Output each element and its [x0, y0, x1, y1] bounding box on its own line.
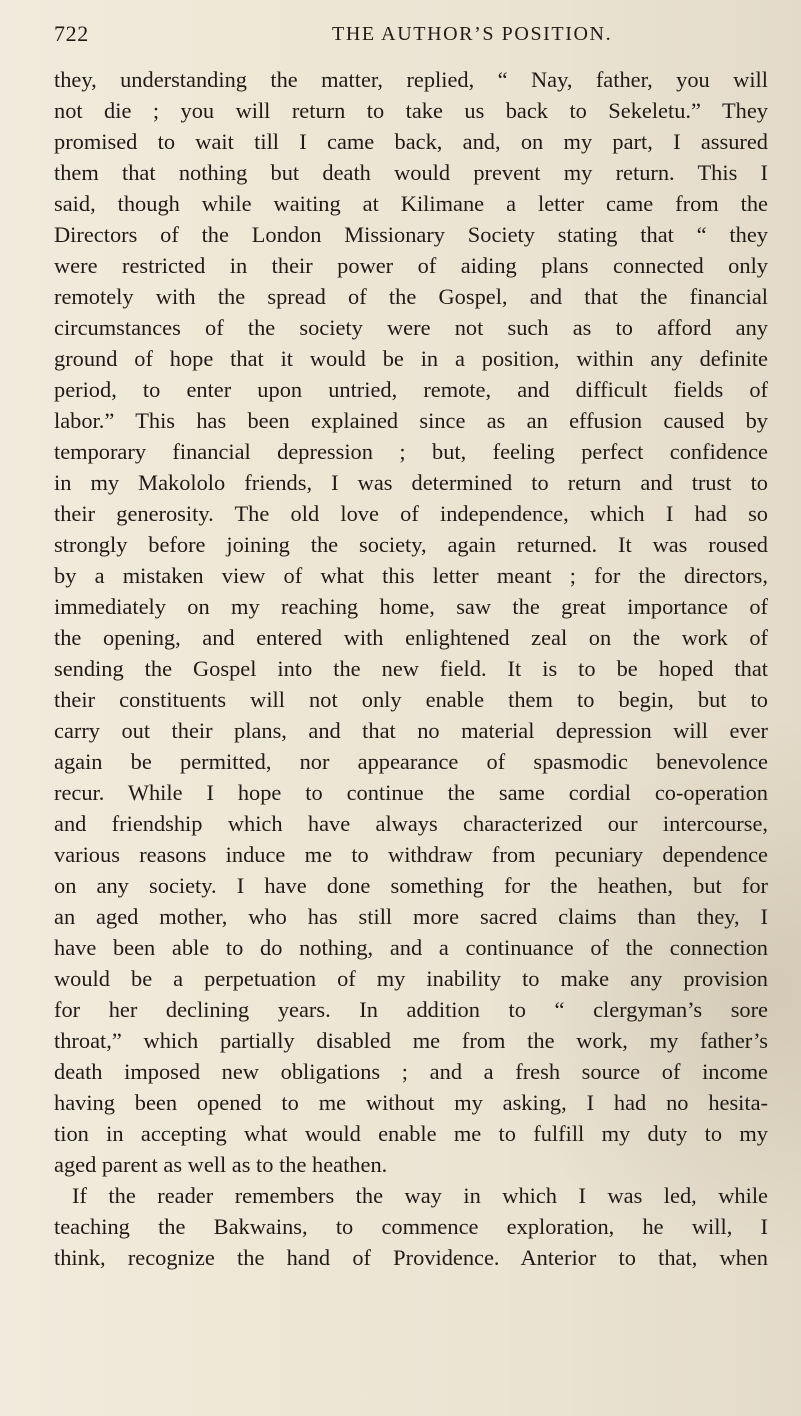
text-line: recur. While I hope to continue the same cordial co-operation [54, 780, 768, 805]
text-line: throat,” which partially disabled me from the work, my father’s [54, 1028, 768, 1053]
text-line: would be a perpetuation of my inability to make any provision [54, 966, 768, 991]
text-line: said, though while waiting at Kilimane a letter came from the [54, 191, 768, 216]
text-line: remotely with the spread of the Gospel, and that the financial [54, 284, 768, 309]
text-line: carry out their plans, and that no material depression will ever [54, 718, 768, 743]
text-line: circumstances of the society were not such as to afford any [54, 315, 768, 340]
text-line: temporary financial depression ; but, feeling perfect confidence [54, 439, 768, 464]
text-line: tion in accepting what would enable me to fulfill my duty to my [54, 1121, 768, 1146]
text-line: various reasons induce me to withdraw from pecuniary dependence [54, 842, 768, 867]
text-line: think, recognize the hand of Providence. Anterior to that, when [54, 1245, 768, 1270]
text-line: they, understanding the matter, replied, “ Nay, father, you will [54, 67, 768, 92]
text-line: If the reader remembers the way in which I was led, while [72, 1183, 768, 1208]
text-line: teaching the Bakwains, to commence exploration, he will, I [54, 1214, 768, 1239]
text-line: in my Makololo friends, I was determined to return and trust to [54, 470, 768, 495]
text-line: sending the Gospel into the new field. It is to be hoped that [54, 656, 768, 681]
text-line: their generosity. The old love of independence, which I had so [54, 501, 768, 526]
text-line: for her declining years. In addition to “ clergyman’s sore [54, 997, 768, 1022]
running-title: THE AUTHOR’S POSITION. [332, 23, 613, 45]
text-line: an aged mother, who has still more sacred claims than they, I [54, 904, 768, 929]
body-text [54, 64, 768, 1273]
text-line: aged parent as well as to the heathen. [54, 1152, 388, 1177]
text-line: by a mistaken view of what this letter meant ; for the directors, [54, 563, 768, 588]
text-line: immediately on my reaching home, saw the great importance of [54, 594, 768, 619]
page-number: 722 [54, 21, 89, 46]
text-line: death imposed new obligations ; and a fresh source of income [54, 1059, 768, 1084]
text-line: on any society. I have done something for the heathen, but for [54, 873, 768, 898]
text-line: the opening, and entered with enlightened zeal on the work of [54, 625, 768, 650]
text-line: them that nothing but death would prevent my return. This I [54, 160, 768, 185]
text-line: ground of hope that it would be in a position, within any definite [54, 346, 768, 371]
text-line: promised to wait till I came back, and, on my part, I assured [54, 129, 768, 154]
text-line: Directors of the London Missionary Society stating that “ they [54, 222, 768, 247]
text-line: and friendship which have always characterized our intercourse, [54, 811, 768, 836]
text-line: period, to enter upon untried, remote, and difficult fields of [54, 377, 768, 402]
text-line: again be permitted, nor appearance of spasmodic benevolence [54, 749, 768, 774]
text-line: not die ; you will return to take us back to Sekeletu.” They [54, 98, 768, 123]
text-line: were restricted in their power of aiding plans connected only [54, 253, 768, 278]
text-line: their constituents will not only enable them to begin, but to [54, 687, 768, 712]
text-line: having been opened to me without my asking, I had no hesita- [54, 1090, 768, 1115]
text-line: strongly before joining the society, again returned. It was roused [54, 532, 768, 557]
text-line: labor.” This has been explained since as an effusion caused by [54, 408, 768, 433]
page-header [54, 18, 764, 50]
text-line: have been able to do nothing, and a continuance of the connection [54, 935, 768, 960]
